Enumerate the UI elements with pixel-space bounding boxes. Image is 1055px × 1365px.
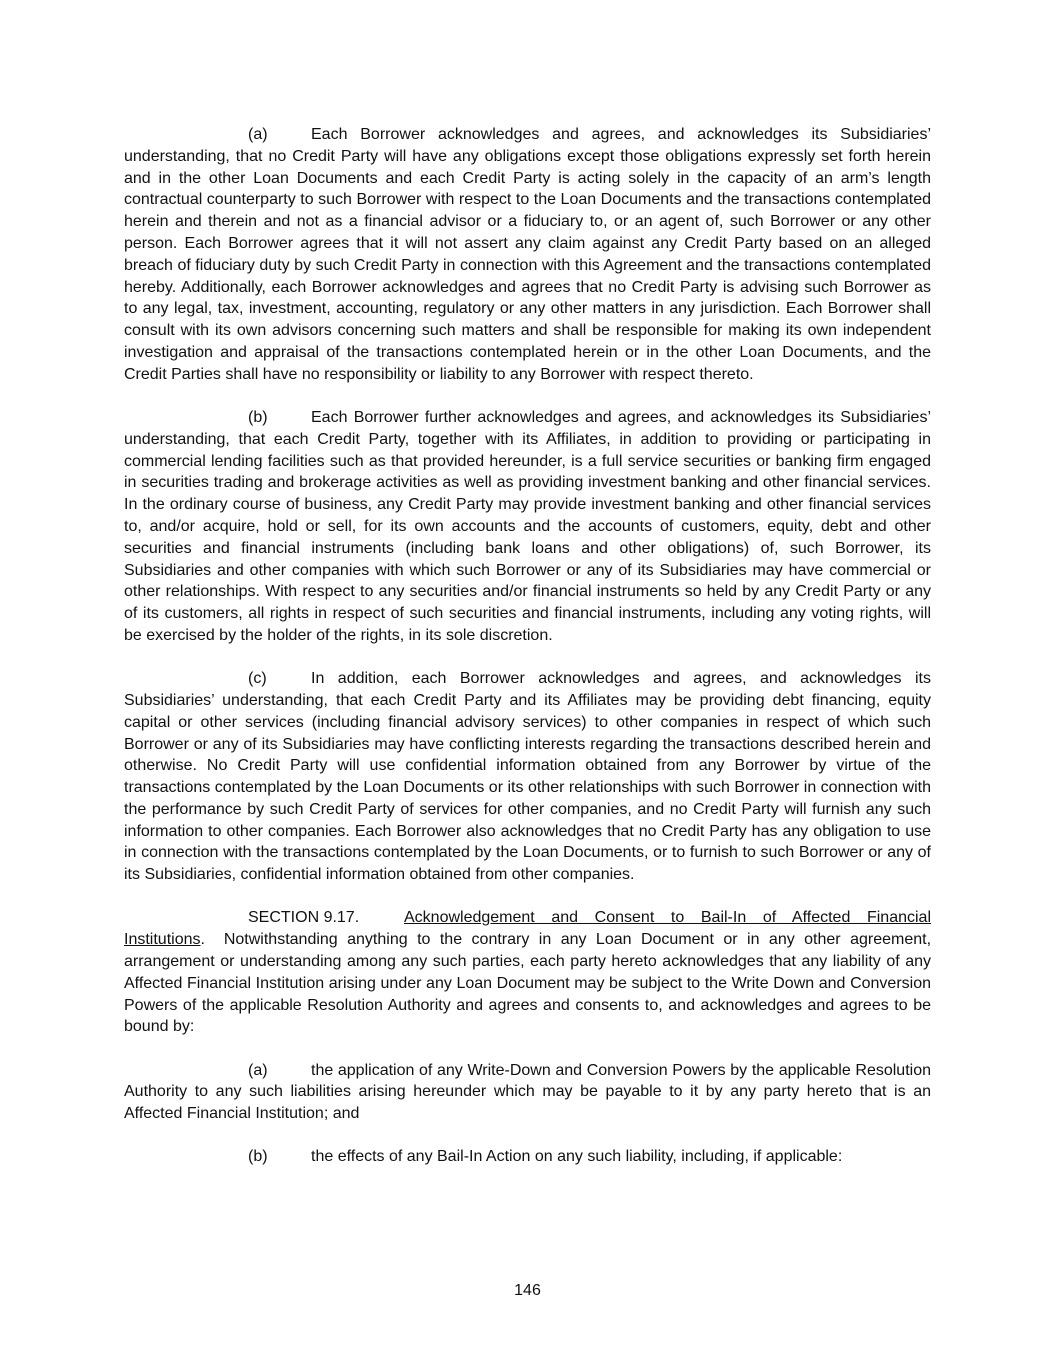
section-text: Notwithstanding anything to the contrary in any Loan Document or in any other agreement, arrangement or understanding among any such parties, each party hereto acknowledges that any liability of any Affected Financial Institution arising under any Loan Document may be subject to the Write Down and Conversion Powers of the applicable Resolution Authority and agrees and consents to, and acknowledges and agrees to be bound by: bbox=[124, 931, 932, 1036]
section-item-b bbox=[124, 1146, 931, 1168]
paragraph-b-label: (b) bbox=[248, 408, 268, 426]
paragraph-a-text: Each Borrower acknowledges and agrees, and acknowledges its Subsidiaries’ understanding, that no Credit Party will have any obligations except those obligations expressly set forth herein and in the other Loan Documents and each Credit Party is acting solely in the capacity of an arm’s length contractual counterparty to such Borrower with respect to the Loan Documents and the transactions contemplated herein and therein and not as a financial advisor or a fiduciary to, or an agent of, such Borrower or any other person. Each Borrower agrees that it will not assert any claim against any Credit Party based on an alleged breach of fiduciary duty by such Credit Party in connection with this Agreement and the transactions contemplated hereby. Additionally, each Borrower acknowledges and agrees that no Credit Party is advising such Borrower as to any legal, tax, investment, accounting, regulatory or any other matters in any jurisdiction. Each Borrower shall consult with its own advisors concerning such matters and shall be responsible for making its own independent investigation and appraisal of the transactions contemplated herein or in the other Loan Documents, and the Credit Parties shall have no responsibility or liability to any Borrower with respect thereto. bbox=[124, 126, 931, 383]
section-number: SECTION 9.17. bbox=[248, 909, 360, 927]
paragraph-c-label: (c) bbox=[248, 670, 267, 688]
section-9-17 bbox=[124, 907, 931, 1038]
paragraph-a bbox=[124, 124, 931, 386]
paragraph-b-text: Each Borrower further acknowledges and agrees, and acknowledges its Subsidiaries’ understanding, that each Credit Party, together with its Affiliates, in addition to providing or participating in commercial lending facilities such as that provided hereunder, is a full service securities or banking firm engaged in securities trading and brokerage activities as well as providing investment banking and other financial services. In the ordinary course of business, any Credit Party may provide investment banking and other financial services to, and/or acquire, hold or sell, for its own accounts and the accounts of customers, equity, debt and other securities and financial instruments (including bank loans and other obligations) of, such Borrower, its Subsidiaries and other companies with which such Borrower or any of its Subsidiaries may have commercial or other relationships. With respect to any securities and/or financial instruments so held by any Credit Party or any of its customers, all rights in respect of such securities and financial instruments, including any voting rights, will be exercised by the holder of the rights, in its sole discretion. bbox=[124, 408, 931, 644]
paragraph-b bbox=[124, 407, 931, 647]
section-item-a-text: the application of any Write-Down and Conversion Powers by the applicable Resolution Authority to any such liabilities arising hereunder which may be payable to it by any party hereto that is an Affected Financial Institution; and bbox=[124, 1061, 931, 1123]
document-body bbox=[124, 124, 931, 1190]
paragraph-a-label: (a) bbox=[248, 126, 268, 143]
paragraph-c bbox=[124, 668, 931, 886]
section-heading: Acknowledgement and Consent to Bail-In of Affected Financial Institutions bbox=[124, 909, 931, 949]
page-number: 146 bbox=[514, 1282, 541, 1299]
section-item-b-text: the effects of any Bail-In Action on any such liability, including, if applicable: bbox=[311, 1148, 843, 1166]
paragraph-c-text: In addition, each Borrower acknowledges and agrees, and acknowledges its Subsidiaries’ understanding, that each Credit Party and its Affiliates may be providing debt financing, equity capital or other services (including financial advisory services) to other companies in respect of which such Borrower or any of its Subsidiaries may have conflicting interests regarding the transactions described herein and otherwise. No Credit Party will use confidential information obtained from any Borrower by virtue of the transactions contemplated by the Loan Documents or its other relationships with such Borrower in connection with the performance by such Credit Party of services for other companies, and no Credit Party will furnish any such information to other companies. Each Borrower also acknowledges that no Credit Party has any obligation to use in connection with the transactions contemplated by the Loan Documents, or to furnish to such Borrower or any of its Subsidiaries, confidential information obtained from other companies. bbox=[124, 670, 931, 884]
section-item-a bbox=[124, 1060, 931, 1125]
section-item-a-label: (a) bbox=[248, 1061, 268, 1079]
section-heading-period: . bbox=[200, 931, 205, 949]
section-item-b-label: (b) bbox=[248, 1148, 268, 1166]
